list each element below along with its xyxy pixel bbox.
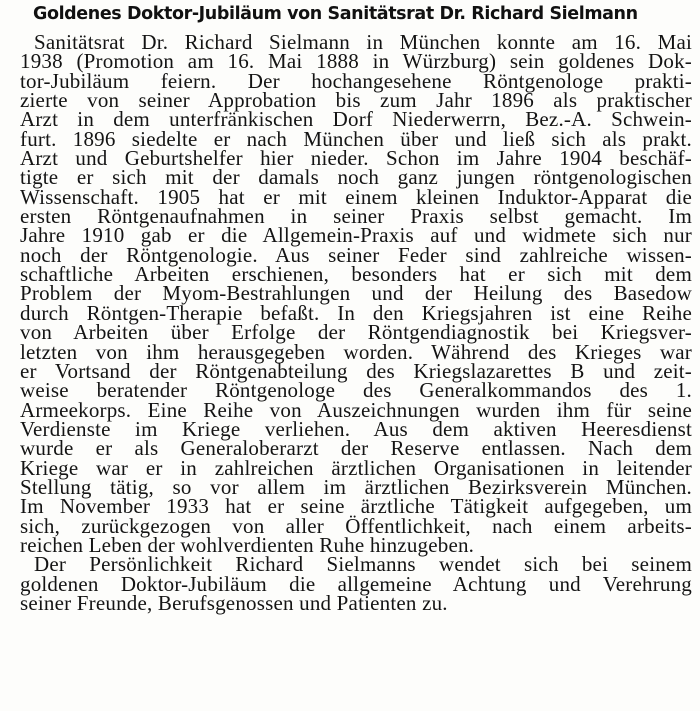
text-line: tigte er sich mit der damals noch ganz jungen röntgenologischen [20,165,692,190]
text-line: Arzt in dem unterfränkischen Dorf Niederwerrn, Bez.-A. Schwein- [20,107,692,132]
text-line: Im November 1933 hat er seine ärztliche Tätigkeit aufgegeben, um [20,494,692,519]
text-line: Armeekorps. Eine Reihe von Auszeichnungen wurden ihm für seine [20,397,692,422]
text-line: Der Persönlichkeit Richard Sielmanns wendet sich bei seinem [34,552,692,577]
text-line: Problem der Myom-Bestrahlungen und der Heilung des Basedow [20,281,692,306]
text-line: ersten Röntgenaufnahmen in seiner Praxis selbst gemacht. Im [20,204,692,229]
text-line: Jahre 1910 gab er die Allgemein-Praxis auf und widmete sich nur [20,223,692,248]
text-line: Kriege war er in zahlreichen ärztlichen Organisationen in leitender [20,455,692,480]
text-line: Stellung tätig, so vor allem im ärztlichen Bezirksverein München. [20,474,692,499]
text-line: Arzt und Geburtshelfer hier nieder. Schon im Jahre 1904 beschäf- [20,146,692,171]
text-line: wurde er als Generaloberarzt der Reserve entlassen. Nach dem [20,436,692,461]
text-line: schaftliche Arbeiten erschienen, besonders hat er sich mit dem [20,262,692,287]
text-line: tor-Jubiläum feiern. Der hochangesehene Röntgenologe prakti- [20,68,692,93]
article-paragraph [20,30,692,557]
article-paragraph [20,552,692,615]
text-line: 1938 (Promotion am 16. Mai 1888 in Würzburg) sein goldenes Dok- [20,49,692,74]
text-line: seiner Freunde, Berufsgenossen und Patienten zu. [20,590,448,615]
text-line: Verdienste im Kriege verliehen. Aus dem aktiven Heeresdienst [20,416,692,441]
text-line: weise beratender Röntgenologe des Generalkommandos des 1. [20,378,692,403]
text-line: sich, zurückgezogen von aller Öffentlichkeit, nach einem arbeits- [20,513,692,538]
text-line: furt. 1896 siedelte er nach München über und ließ sich als prakt. [20,126,692,151]
text-line: letzten von ihm herausgegeben worden. Während des Krieges war [20,339,692,364]
text-line: goldenen Doktor-Jubiläum die allgemeine Achtung und Verehrung [20,571,692,596]
text-line: zierte von seiner Approbation bis zum Jahr 1896 als praktischer [20,88,692,113]
text-line: er Vortsand der Röntgenabteilung des Kriegslazarettes B und zeit- [20,358,692,383]
text-line: Wissenschaft. 1905 hat er mit einem kleinen Induktor-Apparat die [20,184,692,209]
article-body [20,30,692,615]
text-line: Sanitätsrat Dr. Richard Sielmann in München konnte am 16. Mai [34,30,692,54]
text-line: reichen Leben der wohlverdienten Ruhe hinzugeben. [20,532,475,557]
text-line: noch der Röntgenologie. Aus seiner Feder sind zahlreiche wissen- [20,242,692,267]
text-line: durch Röntgen-Therapie befaßt. In den Kriegsjahren ist eine Reihe [20,300,692,325]
article-headline: Goldenes Doktor-Jubiläum von Sanitätsrat Dr. Richard Sielmann [33,4,638,24]
text-line: von Arbeiten über Erfolge der Röntgendiagnostik bei Kriegsver- [20,320,692,345]
